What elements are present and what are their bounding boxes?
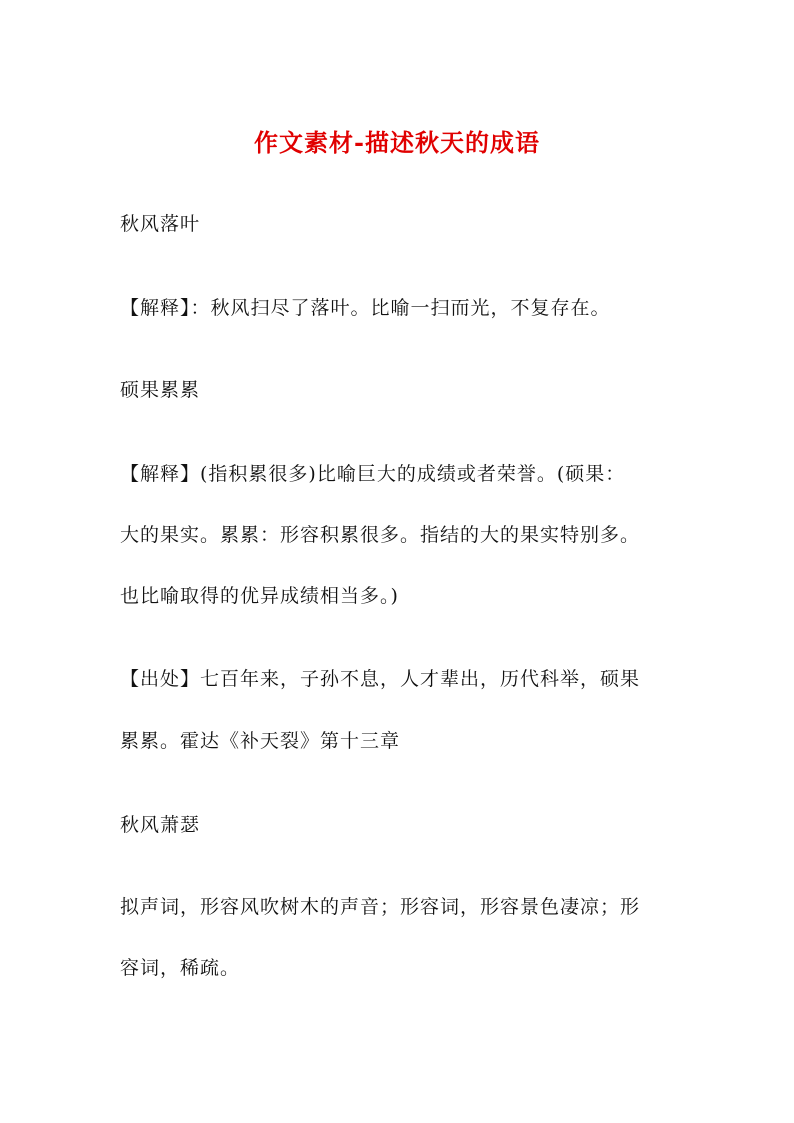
idiom-heading-1: 秋风落叶 xyxy=(120,213,201,235)
idiom-heading-2: 硕果累累 xyxy=(120,379,201,401)
idiom-heading-3: 秋风萧瑟 xyxy=(120,814,201,836)
explanation-line-2c: 也比喻取得的优异成绩相当多。) xyxy=(120,585,399,607)
document-title: 作文素材-描述秋天的成语 xyxy=(254,128,540,157)
explanation-line-2a: 【解释】(指积累很多)比喻巨大的成绩或者荣誉。(硕果： xyxy=(120,463,626,485)
explanation-line-2b: 大的果实。累累：形容积累很多。指结的大的果实特别多。 xyxy=(120,524,641,546)
source-line-2a: 【出处】七百年来，子孙不息，人才辈出，历代科举，硕果 xyxy=(120,668,641,690)
source-line-2b: 累累。霍达《补天裂》第十三章 xyxy=(120,730,401,752)
explanation-line-3a: 拟声词，形容风吹树木的声音；形容词，形容景色凄凉；形 xyxy=(120,896,641,918)
explanation-line-3b: 容词，稀疏。 xyxy=(120,957,241,979)
explanation-line-1: 【解释】：秋风扫尽了落叶。比喻一扫而光，不复存在。 xyxy=(120,297,611,319)
